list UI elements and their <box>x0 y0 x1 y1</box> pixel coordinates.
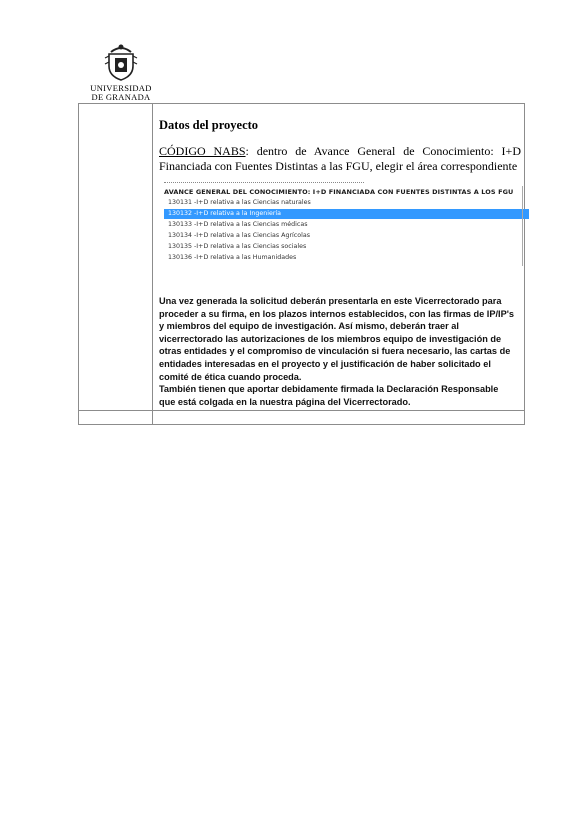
instructions-text <box>159 295 514 408</box>
instructions-paragraph-1: Una vez generada la solicitud deberán presentarla en este Vicerrectorado para proceder a su firma, en los plazos internos establecidos, con las firmas de IP/IP's y miembros del equipo de investigación. Así mismo, deberán traer al vicerrectorado las autorizaciones de los miembros equipo de investigación de otras entidades y el compromiso de vinculación si fuera necesario, las cartas de entidades interesadas en el proyecto y el justificación de haber solicitado el comité de ética cuando proceda. <box>159 296 515 382</box>
university-logo <box>90 42 152 102</box>
row-divider <box>79 410 524 411</box>
list-item-130132-selected: 130132 -I+D relativa a la Ingeniería <box>164 209 529 219</box>
column-divider <box>152 104 153 424</box>
codigo-nabs-term: CÓDIGO NABS <box>159 144 246 158</box>
list-border <box>522 186 523 266</box>
list-item-130134: 130134 -I+D relativa a las Ciencias Agrícolas <box>168 232 310 239</box>
section-title: Datos del proyecto <box>159 118 259 132</box>
logo-line-2: DE GRANADA <box>91 92 151 102</box>
list-item-130133: 130133 -I+D relativa a las Ciencias médicas <box>168 221 308 228</box>
codigo-nabs-paragraph <box>159 144 521 174</box>
cropped-edge <box>164 182 364 186</box>
nabs-code-list-screenshot <box>161 182 531 270</box>
list-item-130131: 130131 -I+D relativa a las Ciencias naturales <box>168 199 311 206</box>
logo-line-1: UNIVERSIDAD <box>90 83 152 93</box>
list-header: AVANCE GENERAL DEL CONOCIMIENTO: I+D FINANCIADA CON FUENTES DISTINTAS A LOS FGU <box>164 188 514 196</box>
list-item-130135: 130135 -I+D relativa a las Ciencias sociales <box>168 243 307 250</box>
coat-of-arms-icon <box>103 42 139 82</box>
codigo-nabs-text: : dentro de Avance General de Conocimiento: I+D Financiada con Fuentes Distintas a las FGU, elegir el área correspondiente <box>159 144 521 173</box>
instructions-paragraph-2: También tienen que aportar debidamente firmada la Declaración Responsable que está colgada en la nuestra página del Vicerrectorado. <box>159 384 499 407</box>
project-data-table <box>78 103 525 425</box>
list-item-130136: 130136 -I+D relativa a las Humanidades <box>168 254 297 261</box>
